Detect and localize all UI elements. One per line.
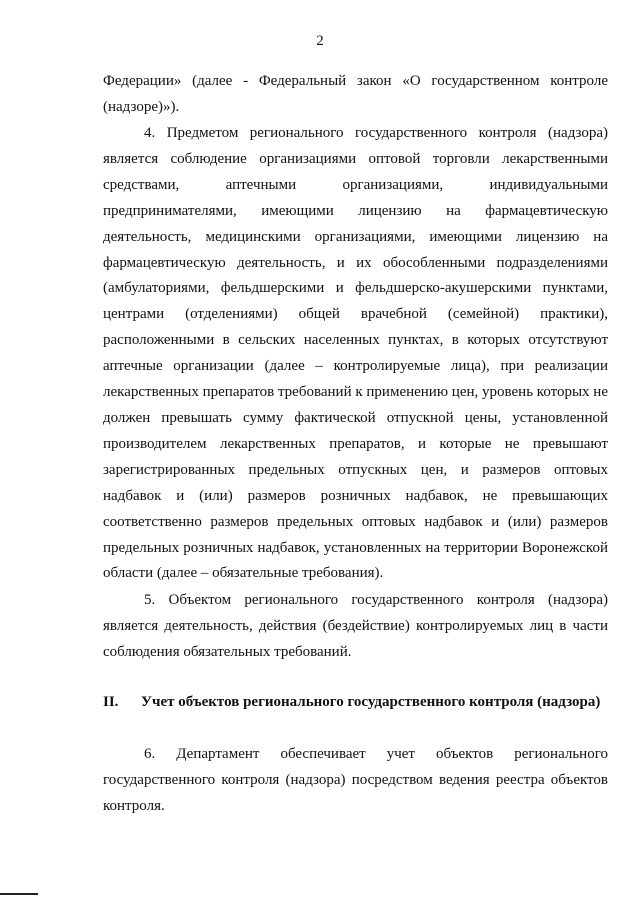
section-title: Учет объектов регионального государственного контроля (надзора) — [141, 694, 601, 710]
paragraph-6 — [103, 742, 608, 820]
footer-rule — [0, 893, 38, 895]
paragraph-continuation — [103, 69, 608, 121]
paragraph-6-rest: государственного контроля (надзора) посредством ведения реестра объектов контроля. — [103, 771, 608, 814]
paragraph-4-text: 4. Предметом регионального государственного контроля (надзора) является соблюдение организациями оптовой торговли лекарственными средствами, аптечными организациями, индивидуальными предпринимателями, имеющими лицензию на фармацевтическую деятельность, медицинскими организациями, имеющими лицензию на фармацевтическую деятельность, и их обособленными подразделениями (амбулаториями, фельдшерскими и фельдшерско-акушерскими пунктами, центрами (отделениями) общей врачебной (семейной) практики), расположенными в сельских населенных пунктах, в которых отсутствуют аптечные организации (далее – контролируемые лица), при реализации лекарственных препаратов требований к применению цен, уровень которых не должен превышать сумму фактической отпускной цены, установленной производителем лекарственных препаратов, и которые не превышают зарегистрированных предельных отпускных цен, и размеров оптовых надбавок и (или) размеров розничных надбавок, не превышающих соответственно размеров предельных оптовых надбавок и (или) размеров предельных розничных надбавок, установленных на территории Воронежской области (далее – обязательные требования). — [103, 125, 608, 582]
page-number: 2 — [316, 33, 324, 49]
section-heading — [103, 689, 608, 715]
paragraph-6-first-line: 6. Департамент обеспечивает учет объектов регионального — [144, 746, 608, 762]
paragraph-continuation-text: Федерации» (далее - Федеральный закон «О государственном контроле (надзоре)»). — [103, 73, 608, 115]
paragraph-5 — [103, 588, 608, 666]
paragraph-5-text: 5. Объектом регионального государственного контроля (надзора) является деятельность, действия (бездействие) контролируемых лиц в части соблюдения обязательных требований. — [103, 592, 608, 660]
paragraph-4 — [103, 121, 608, 587]
section-number: II. — [103, 694, 119, 710]
paragraph-6-text — [103, 742, 608, 820]
